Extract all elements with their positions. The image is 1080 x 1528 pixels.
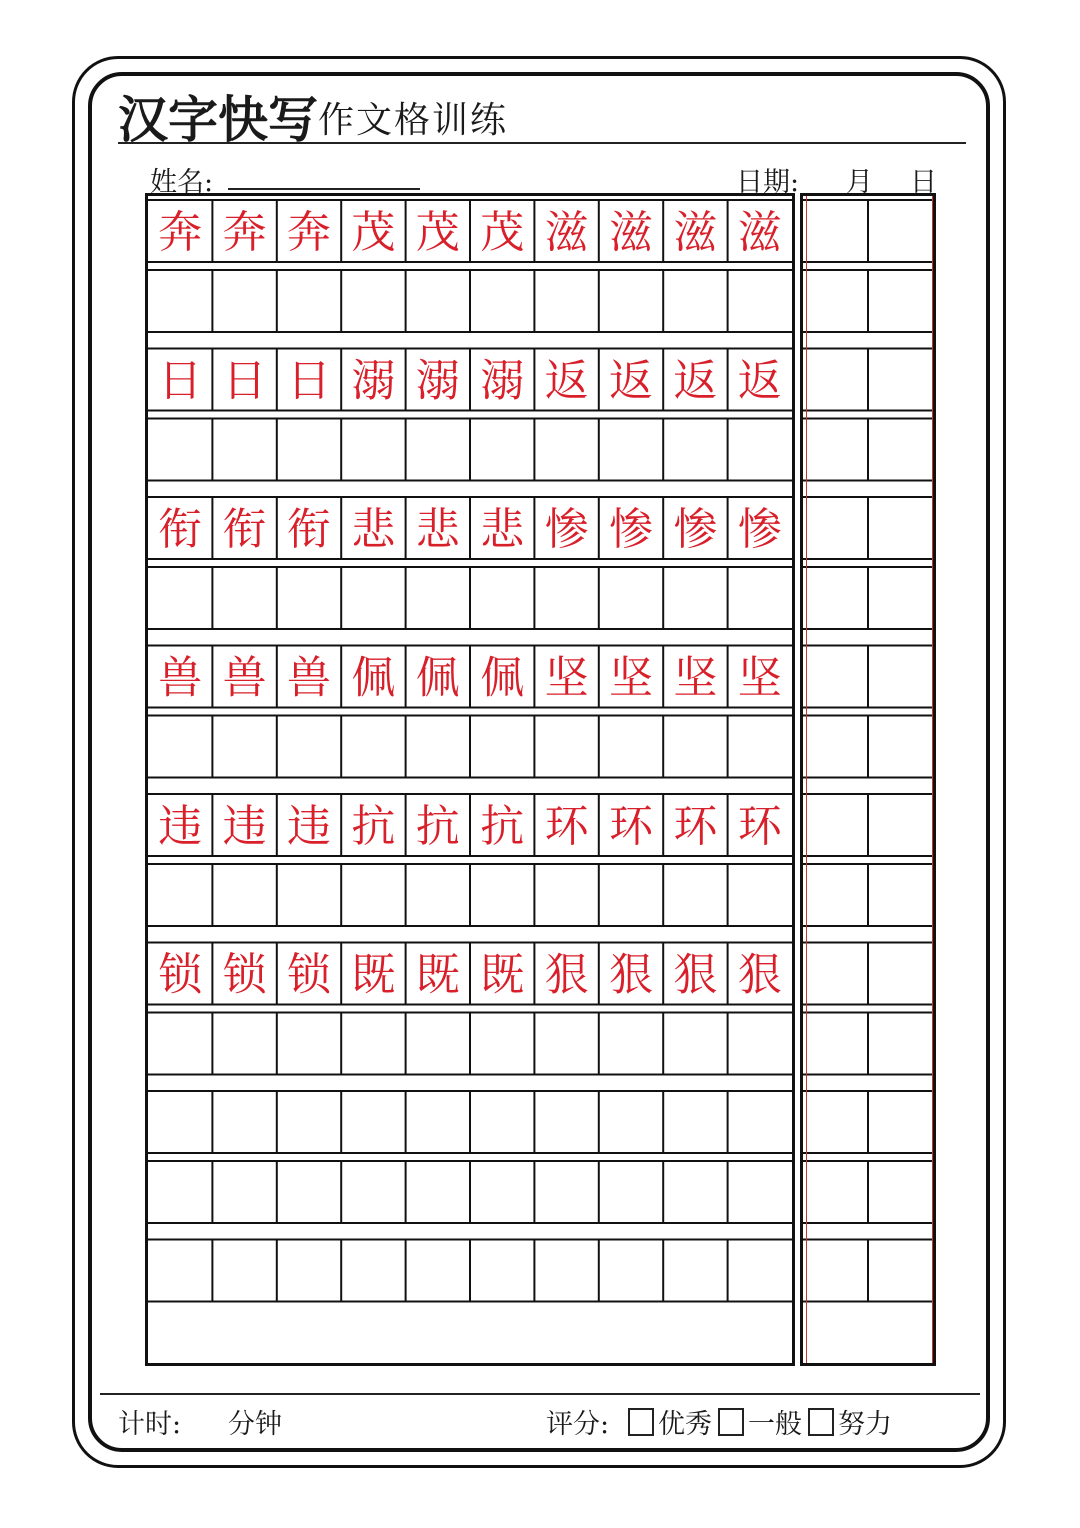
practice-character: 兽 xyxy=(222,652,267,704)
score-option-label: 优秀 xyxy=(658,1409,712,1440)
practice-character: 狠 xyxy=(737,949,782,1001)
practice-character: 抗 xyxy=(480,801,525,852)
practice-character: 惨 xyxy=(544,504,589,555)
score-label: 评分: xyxy=(546,1409,610,1440)
practice-character: 惨 xyxy=(737,504,782,555)
practice-character: 违 xyxy=(287,801,331,852)
practice-character: 锁 xyxy=(287,949,331,1001)
practice-character: 返 xyxy=(544,355,589,407)
practice-character: 抗 xyxy=(351,801,396,852)
practice-character: 既 xyxy=(480,949,525,1001)
practice-character: 坚 xyxy=(609,652,653,704)
practice-character: 环 xyxy=(673,801,718,852)
score-option-effort[interactable] xyxy=(808,1402,892,1441)
practice-character: 奔 xyxy=(158,207,203,258)
practice-character: 滋 xyxy=(544,207,589,258)
practice-character: 悲 xyxy=(351,504,396,555)
practice-character: 惨 xyxy=(609,504,653,555)
practice-character: 坚 xyxy=(673,652,718,704)
practice-character: 滋 xyxy=(673,207,718,258)
worksheet-title: 汉字快写 xyxy=(118,91,318,149)
checkbox-average[interactable] xyxy=(718,1408,744,1436)
practice-character: 奔 xyxy=(222,207,267,258)
checkbox-effort[interactable] xyxy=(808,1408,834,1436)
practice-character: 返 xyxy=(673,355,718,407)
practice-character: 抗 xyxy=(415,801,460,852)
practice-character: 悲 xyxy=(480,504,525,555)
practice-character: 环 xyxy=(544,801,589,852)
timer-label: 计时: xyxy=(118,1409,182,1440)
score-options xyxy=(628,1402,898,1441)
practice-character: 滋 xyxy=(737,207,782,258)
date-day-label: 日 xyxy=(910,167,937,198)
side-margin-line-left xyxy=(806,196,807,1363)
practice-character: 日 xyxy=(158,355,203,407)
footer-divider xyxy=(100,1393,980,1395)
practice-character: 惨 xyxy=(673,504,718,555)
practice-character: 溺 xyxy=(415,355,460,407)
practice-character: 坚 xyxy=(737,652,782,704)
practice-character: 坚 xyxy=(544,652,589,704)
practice-character: 锁 xyxy=(222,949,267,1001)
practice-character: 狠 xyxy=(609,949,653,1001)
name-label: 姓名: xyxy=(150,167,214,198)
practice-character: 衔 xyxy=(158,504,203,555)
score-option-label: 一般 xyxy=(748,1409,802,1440)
practice-character: 环 xyxy=(609,801,653,852)
practice-character: 茂 xyxy=(415,207,460,258)
practice-character: 既 xyxy=(415,949,460,1001)
practice-character: 返 xyxy=(609,355,653,407)
practice-character: 茂 xyxy=(480,207,525,258)
practice-character: 奔 xyxy=(287,207,331,258)
checkbox-excellent[interactable] xyxy=(628,1408,654,1436)
practice-character: 滋 xyxy=(609,207,653,258)
practice-character: 茂 xyxy=(351,207,396,258)
practice-character: 兽 xyxy=(158,652,203,704)
side-margin-line-right xyxy=(932,196,933,1363)
date-month-label: 月 xyxy=(846,167,873,198)
minutes-label: 分钟 xyxy=(228,1409,282,1440)
practice-character: 日 xyxy=(287,355,331,407)
score-option-label: 努力 xyxy=(838,1409,892,1440)
practice-character: 衔 xyxy=(222,504,267,555)
practice-character: 溺 xyxy=(351,355,396,407)
practice-character: 环 xyxy=(737,801,782,852)
practice-grid xyxy=(145,193,795,1366)
practice-character: 悲 xyxy=(415,504,460,555)
practice-character: 既 xyxy=(351,949,396,1001)
score-option-average[interactable] xyxy=(718,1402,802,1441)
practice-character: 违 xyxy=(222,801,267,852)
practice-character: 狠 xyxy=(673,949,718,1001)
header-divider xyxy=(118,142,966,144)
practice-character: 兽 xyxy=(287,652,331,704)
practice-character: 违 xyxy=(158,801,203,852)
date-label: 日期: xyxy=(736,167,800,198)
worksheet-subtitle: 作文格训练 xyxy=(318,100,509,141)
score-option-excellent[interactable] xyxy=(628,1402,712,1441)
practice-character: 佩 xyxy=(480,652,525,704)
practice-character: 佩 xyxy=(351,652,396,704)
practice-character: 佩 xyxy=(415,652,460,704)
practice-character: 溺 xyxy=(480,355,525,407)
practice-character: 返 xyxy=(737,355,782,407)
name-field[interactable] xyxy=(228,188,420,190)
practice-character: 锁 xyxy=(158,949,203,1001)
practice-character: 衔 xyxy=(287,504,331,555)
practice-character: 狠 xyxy=(544,949,589,1001)
practice-character: 日 xyxy=(222,355,267,407)
side-grid xyxy=(800,193,936,1366)
